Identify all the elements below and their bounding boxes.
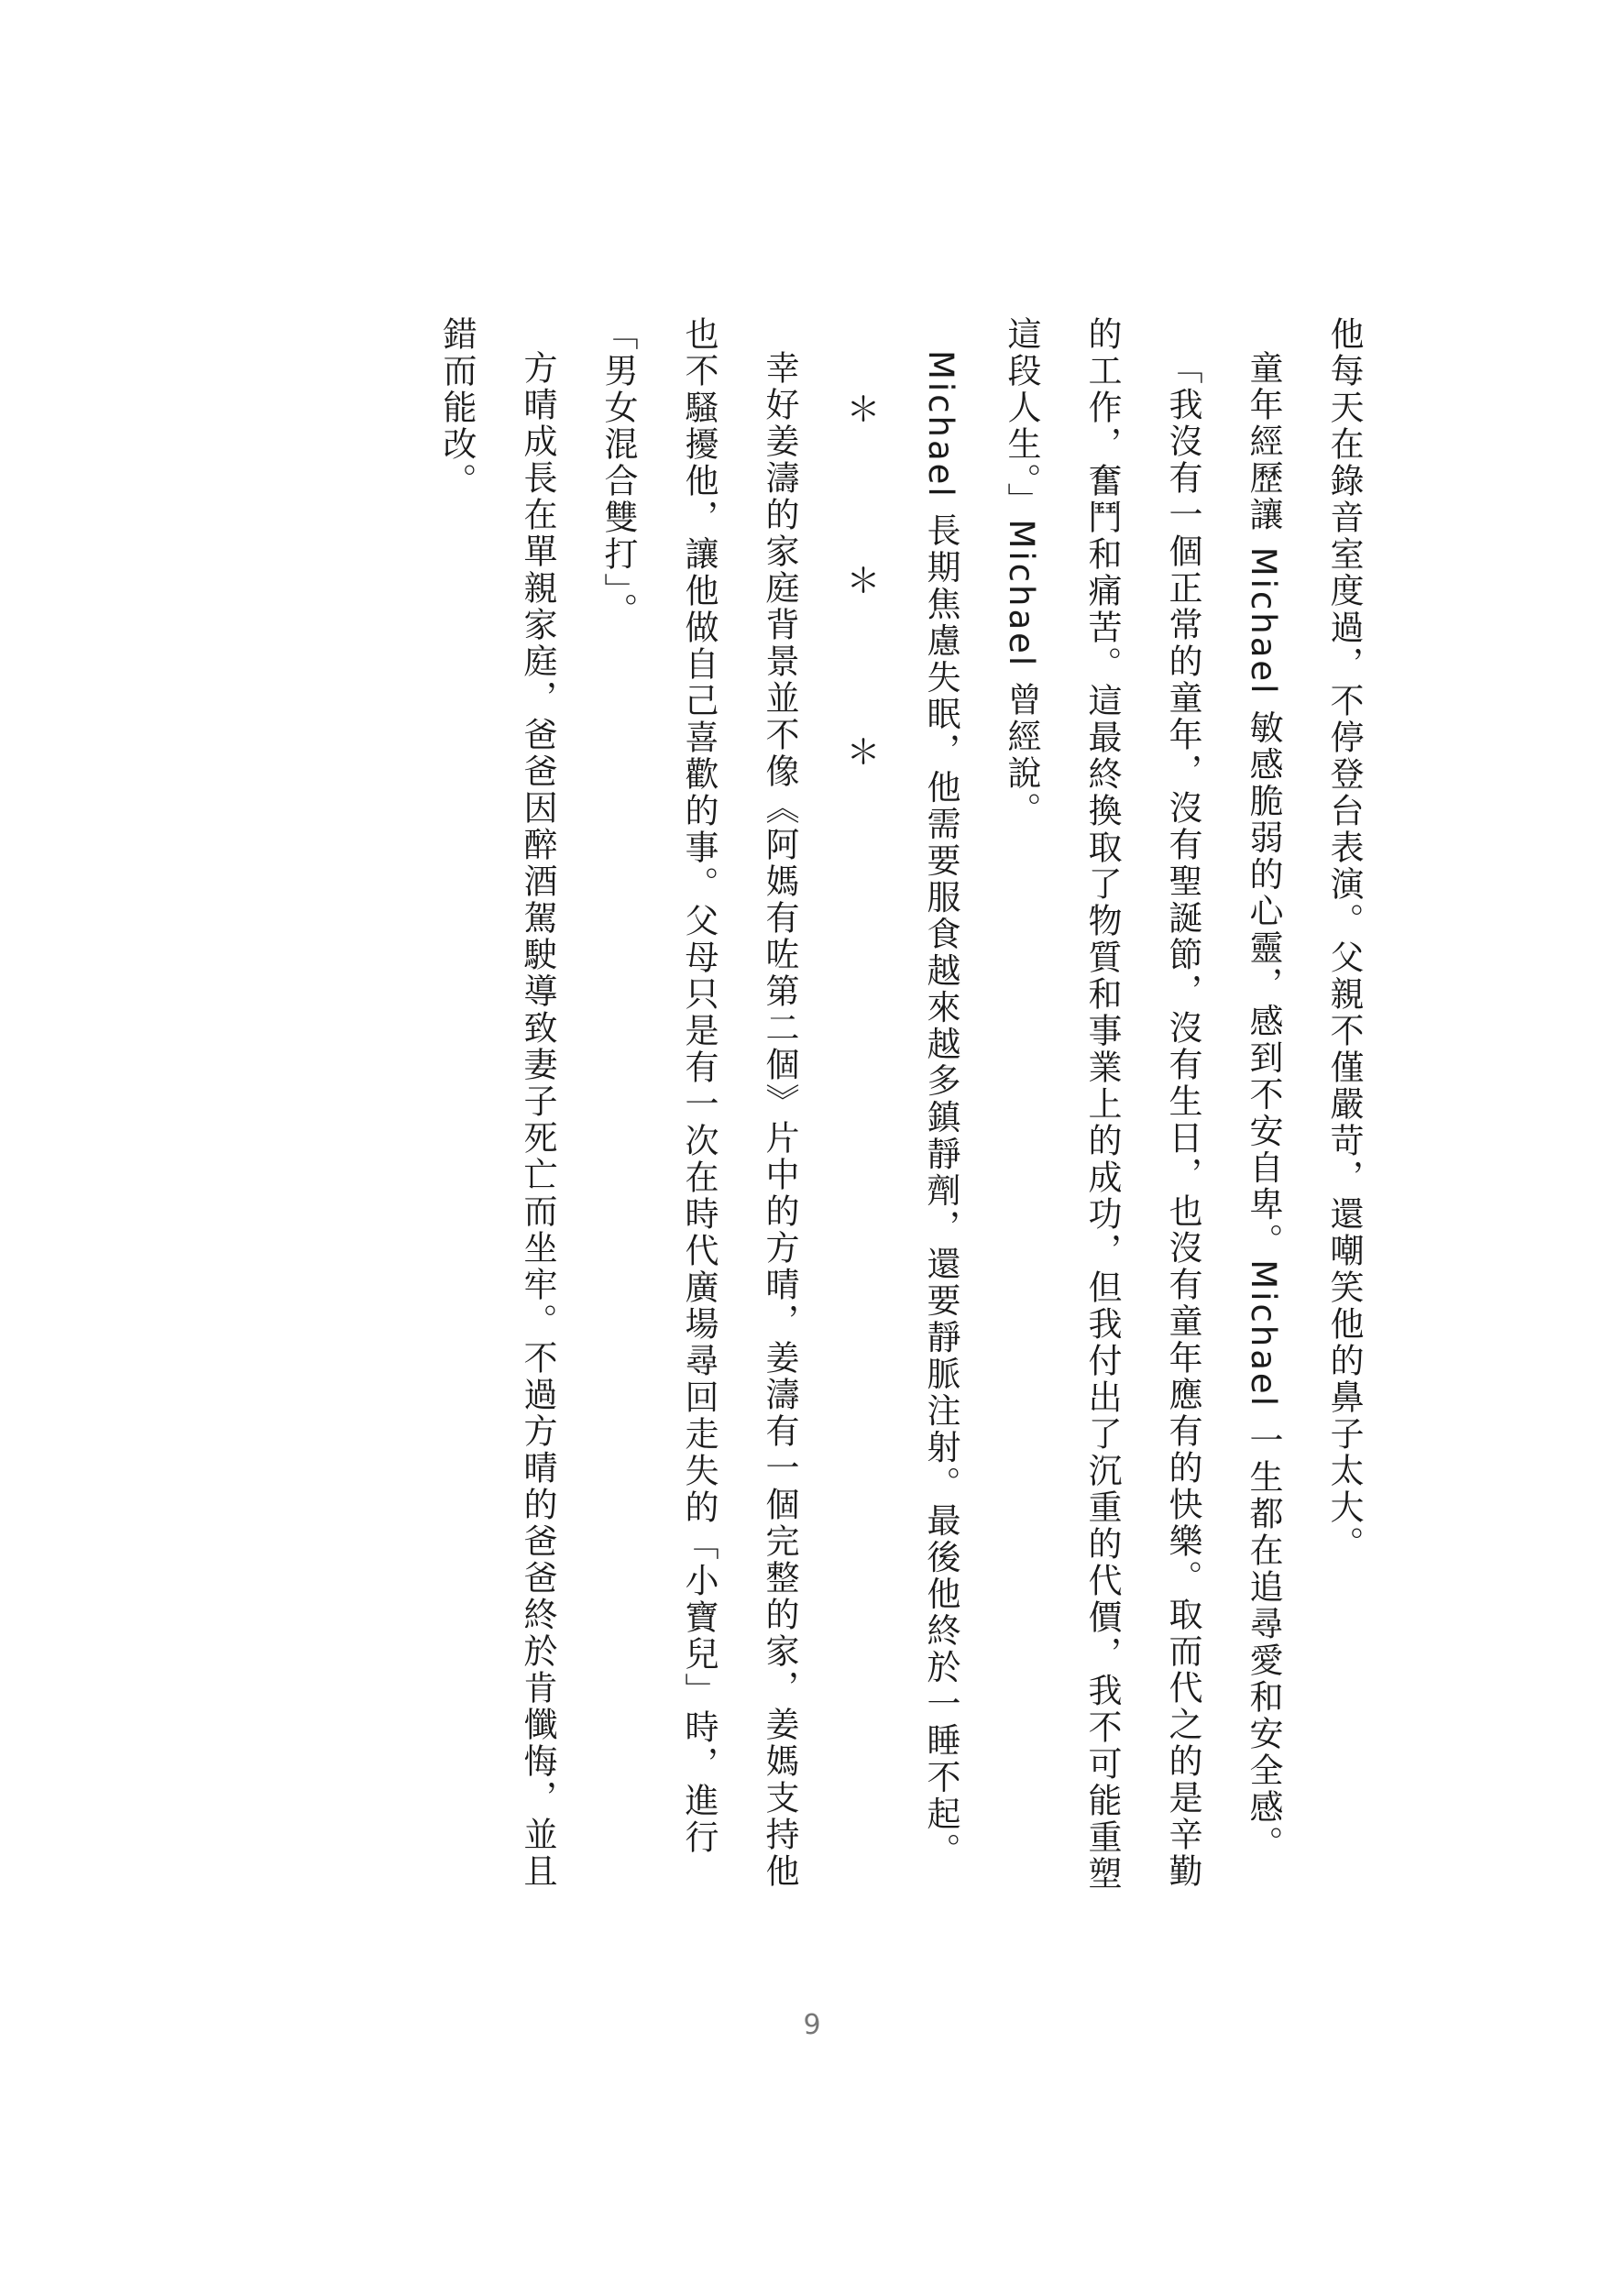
vertical-text-body xyxy=(416,316,1384,1893)
paragraph-5: 幸好姜濤的家庭背景並不像《阿媽有咗第二個》片中的方晴，姜濤有一個完整的家，姜媽支持他也不騷擾他，讓他做自己喜歡的事。父母只是有一次在時代廣場尋回走失的「小寶兒」時，進行「男女混合雙打」。 xyxy=(598,316,799,1890)
page-number: 9 xyxy=(803,2009,821,2041)
paragraph-2: 童年經歷讓 Michael 敏感脆弱的心靈，感到不安自卑。Michael 一生都在追尋愛和安全感。 xyxy=(1244,350,1283,1862)
paragraph-4: Michael 長期焦慮失眠，他需要服食越來越多鎮靜劑，還要靜脈注射。最後他終於一睡不起。 xyxy=(921,350,960,1870)
paragraph-6: 方晴成長在單親家庭，爸爸因醉酒駕駛導致妻子死亡而坐牢。不過方晴的爸爸終於肯懺悔，並且錯而能改。 xyxy=(437,316,557,1890)
paragraph-1: 他每天在錄音室度過，不停登台表演。父親不僅嚴苛，還嘲笑他的鼻子太大。 xyxy=(1324,316,1364,1563)
section-separator: ＊＊＊ xyxy=(840,391,880,906)
paragraph-3: 「我沒有一個正常的童年，沒有聖誕節，沒有生日，也沒有童年應有的快樂。取而代之的是辛勤的工作，奮鬥和痛苦。這最終換取了物質和事業上的成功，但我付出了沉重的代價，我不可能重塑這段人生。」Michael 曾經說。 xyxy=(1002,316,1202,1893)
